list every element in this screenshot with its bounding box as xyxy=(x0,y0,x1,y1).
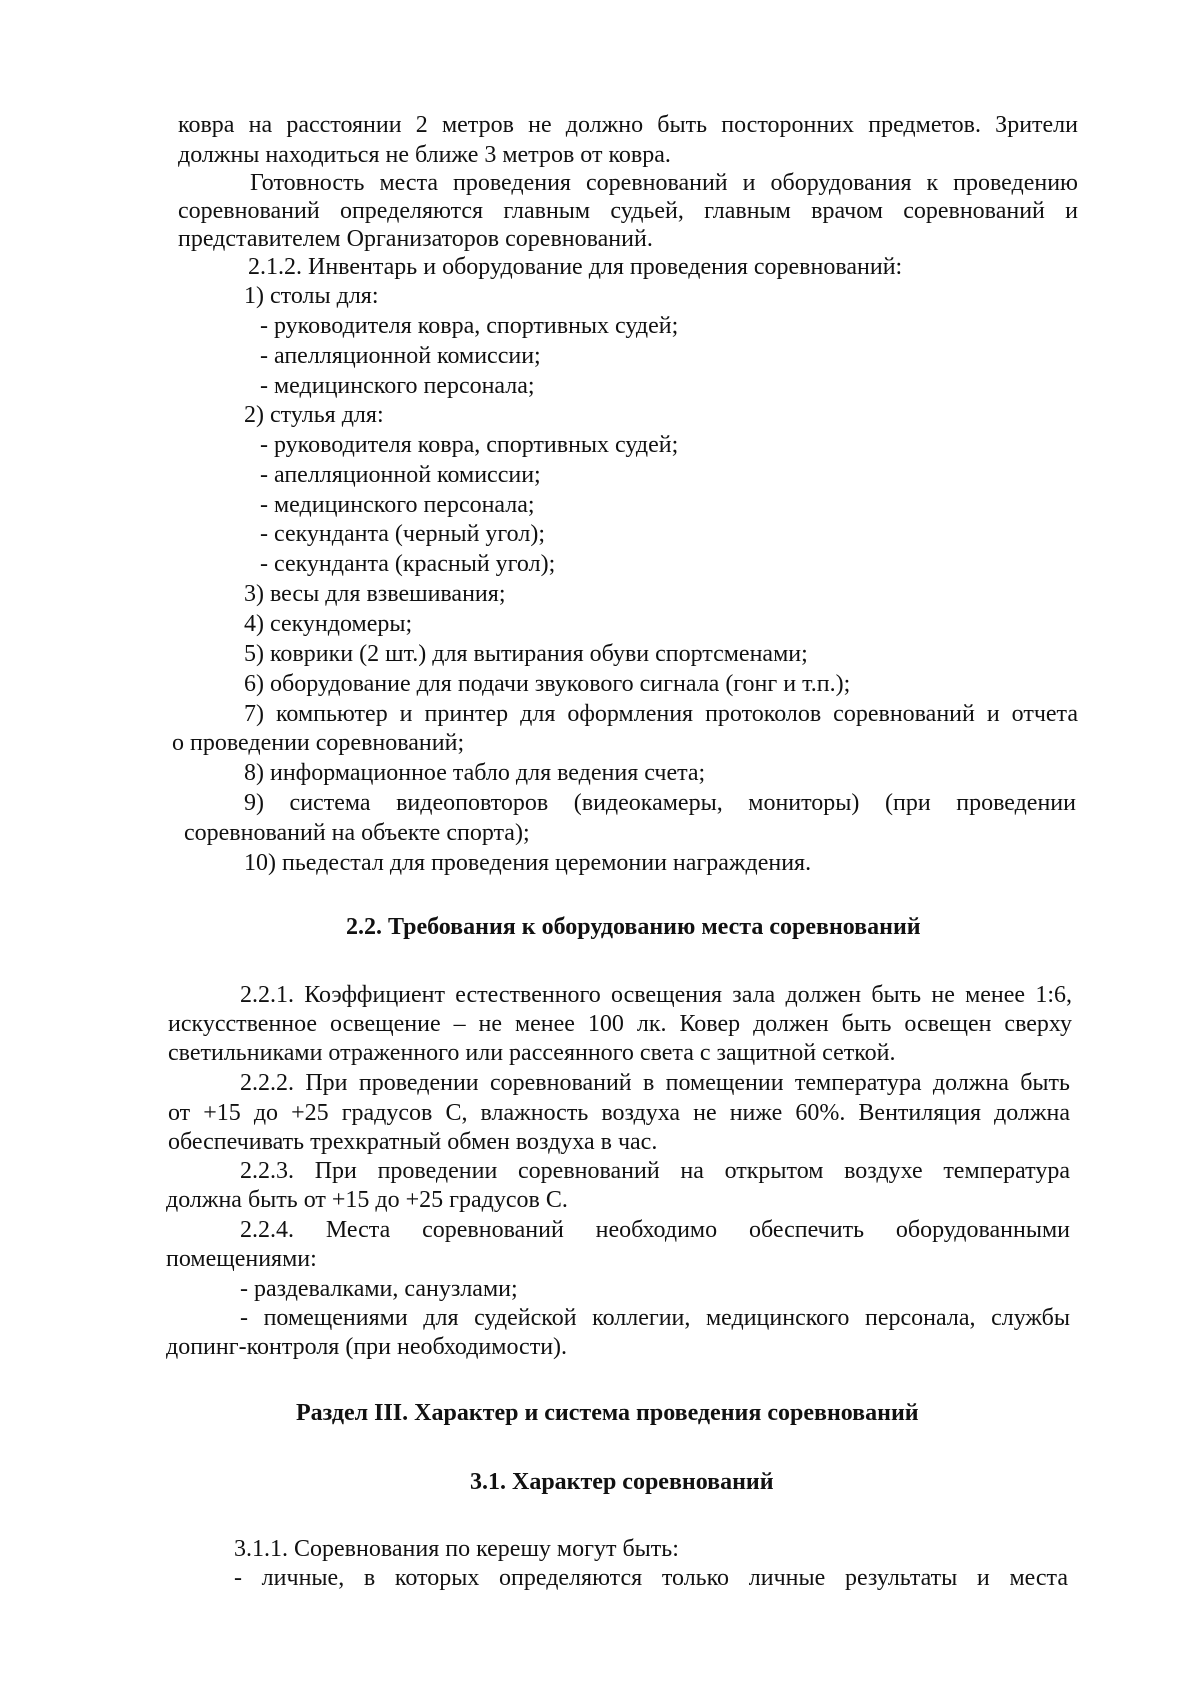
section-heading: 2.2. Требования к оборудованию места соревнований xyxy=(346,914,921,940)
list-subitem: - секунданта (черный угол); xyxy=(260,521,545,547)
list-subitem: - личные, в которых определяются только личные результаты и места xyxy=(234,1565,1068,1591)
list-subitem: - руководителя ковра, спортивных судей; xyxy=(260,313,679,339)
text-line: 2.2.2. При проведении соревнований в помещении температура должна быть xyxy=(240,1070,1070,1096)
text-line: обеспечивать трехкратный обмен воздуха в час. xyxy=(168,1129,658,1155)
text-line: Готовность места проведения соревнований и оборудования к проведению xyxy=(250,170,1078,196)
list-item: 8) информационное табло для ведения счета; xyxy=(244,760,706,786)
list-item-continuation: соревнований на объекте спорта); xyxy=(184,820,530,846)
list-item: 10) пьедестал для проведения церемонии награждения. xyxy=(244,850,812,876)
text-line: должны находиться не ближе 3 метров от ковра. xyxy=(178,142,671,168)
text-line: представителем Организаторов соревнований. xyxy=(178,226,653,252)
section-heading: 2.1.2. Инвентарь и оборудование для проведения соревнований: xyxy=(248,254,903,280)
list-item: 9) система видеоповторов (видеокамеры, мониторы) (при проведении xyxy=(244,790,1076,816)
list-item: 2) стулья для: xyxy=(244,402,384,428)
text-line: соревнований определяются главным судьей, главным врачом соревнований и xyxy=(178,198,1078,224)
text-line: 2.2.4. Места соревнований необходимо обеспечить оборудованными xyxy=(240,1217,1070,1243)
list-item: 6) оборудование для подачи звукового сигнала (гонг и т.п.); xyxy=(244,671,851,697)
text-line: 2.2.1. Коэффициент естественного освещения зала должен быть не менее 1:6, xyxy=(240,982,1072,1008)
text-line: от +15 до +25 градусов С, влажность воздуха не ниже 60%. Вентиляция должна xyxy=(168,1100,1070,1126)
text-line: ковра на расстоянии 2 метров не должно быть посторонних предметов. Зрители xyxy=(178,112,1078,138)
list-subitem: - медицинского персонала; xyxy=(260,373,535,399)
list-item: 4) секундомеры; xyxy=(244,611,413,637)
list-subitem: - секунданта (красный угол); xyxy=(260,551,556,577)
text-line: допинг-контроля (при необходимости). xyxy=(166,1334,568,1360)
text-line: светильниками отраженного или рассеянного света с защитной сеткой. xyxy=(168,1040,896,1066)
list-item-continuation: о проведении соревнований; xyxy=(172,730,465,756)
list-subitem: - помещениями для судейской коллегии, медицинского персонала, службы xyxy=(240,1305,1070,1331)
list-subitem: - апелляционной комиссии; xyxy=(260,343,541,369)
text-line: 3.1.1. Соревнования по керешу могут быть: xyxy=(234,1536,679,1562)
list-item: 3) весы для взвешивания; xyxy=(244,581,506,607)
subsection-heading: 3.1. Характер соревнований xyxy=(470,1469,774,1495)
text-line: искусственное освещение – не менее 100 лк. Ковер должен быть освещен сверху xyxy=(168,1011,1072,1037)
text-line: 2.2.3. При проведении соревнований на открытом воздухе температура xyxy=(240,1158,1070,1184)
list-subitem: - руководителя ковра, спортивных судей; xyxy=(260,432,679,458)
list-item: 7) компьютер и принтер для оформления протоколов соревнований и отчета xyxy=(244,701,1078,727)
list-item: 1) столы для: xyxy=(244,283,379,309)
list-subitem: - раздевалками, санузлами; xyxy=(240,1276,518,1302)
section-heading: Раздел III. Характер и система проведения соревнований xyxy=(296,1400,919,1426)
text-line: должна быть от +15 до +25 градусов С. xyxy=(166,1187,568,1213)
list-item: 5) коврики (2 шт.) для вытирания обуви спортсменами; xyxy=(244,641,808,667)
list-subitem: - апелляционной комиссии; xyxy=(260,462,541,488)
list-subitem: - медицинского персонала; xyxy=(260,492,535,518)
text-line: помещениями: xyxy=(166,1246,317,1272)
